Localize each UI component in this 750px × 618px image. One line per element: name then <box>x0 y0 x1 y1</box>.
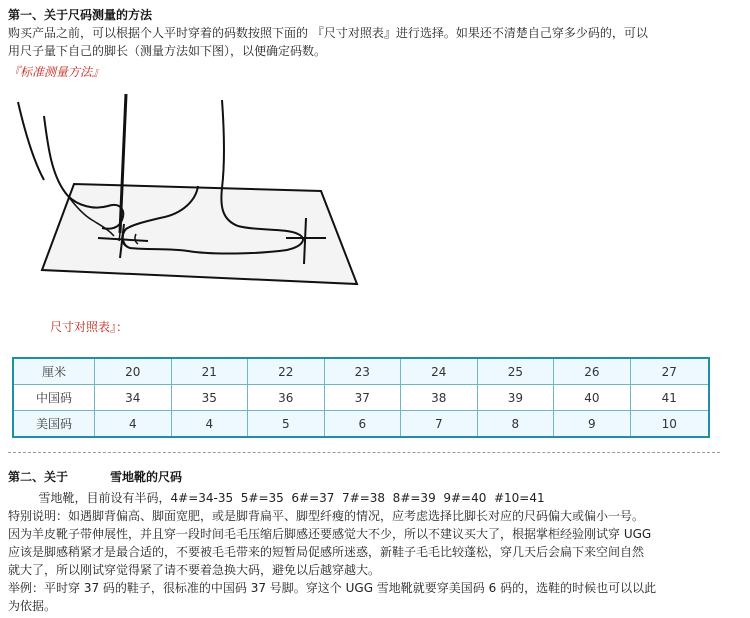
cell: 41 <box>630 385 709 411</box>
row-header-us-size: 美国码 <box>13 411 95 438</box>
section2-title-suffix: 雪地靴的尺码 <box>110 470 183 484</box>
cell: 9 <box>554 411 631 438</box>
cell: 39 <box>477 385 554 411</box>
section2-line-1: 雪地靴，目前设有半码，4#=34-35 5#=35 6#=37 7#=38 8#=39 9#=40 #10=41 <box>8 491 545 505</box>
row-header-cm: 厘米 <box>13 358 95 385</box>
section2-line-5: 就大了，所以刚试穿觉得紧了请不要着急换大码，避免以后越穿越大。 <box>8 563 381 577</box>
cell: 8 <box>477 411 554 438</box>
section2-line-2: 特别说明：如遇脚背偏高、脚面宽肥，或是脚背扁平、脚型纤瘦的情况，应考虑选择比脚长对应的尺码偏大或偏小一号。 <box>8 509 645 523</box>
cell: 36 <box>248 385 325 411</box>
section2-line-6: 举例：平时穿 37 码的鞋子，很标准的中国码 37 号脚。穿这个 UGG 雪地靴就要穿美国码 6 码的，选鞋的时候也可以以此 <box>8 581 657 595</box>
section2-line-3: 因为羊皮靴子带伸展性，并且穿一段时间毛毛压缩后脚感还要感觉大不少，所以不建议买大了，根据掌柜经验刚试穿 UGG <box>8 527 652 541</box>
paper-sheet <box>42 184 357 284</box>
cell: 40 <box>554 385 631 411</box>
section1-line-2: 用尺子量下自己的脚长（测量方法如下图），以便确定码数。 <box>8 44 327 58</box>
cell: 35 <box>171 385 248 411</box>
cell: 4 <box>95 411 172 438</box>
forearm-outline <box>18 102 44 180</box>
method-label: 『标准测量方法』 <box>8 65 105 79</box>
cell: 26 <box>554 358 631 385</box>
section1-title: 第一、关于尺码测量的方法 <box>8 8 153 22</box>
cell: 4 <box>171 411 248 438</box>
cell: 27 <box>630 358 709 385</box>
section-divider <box>8 452 720 453</box>
cell: 6 <box>324 411 401 438</box>
cell: 10 <box>630 411 709 438</box>
cell: 25 <box>477 358 554 385</box>
cell: 24 <box>401 358 478 385</box>
cell: 5 <box>248 411 325 438</box>
size-chart-label: 尺寸对照表』： <box>50 320 129 334</box>
section2-line-7: 为依据。 <box>8 599 57 613</box>
cell: 22 <box>248 358 325 385</box>
table-row-us-size <box>13 411 709 438</box>
size-chart-table <box>12 357 710 438</box>
cell: 38 <box>401 385 478 411</box>
cell: 37 <box>324 385 401 411</box>
section2-line-4: 应该是脚感稍紧才是最合适的，不要被毛毛带来的短暂局促感所迷惑，新鞋子毛毛比较蓬松，穿几天后会扁下来空间自然 <box>8 545 645 559</box>
cell: 7 <box>401 411 478 438</box>
foot-measurement-diagram <box>8 88 368 310</box>
cell: 34 <box>95 385 172 411</box>
section2-title <box>8 468 182 485</box>
row-header-china-size: 中国码 <box>13 385 95 411</box>
cell: 21 <box>171 358 248 385</box>
section2-title-prefix: 第二、关于 <box>8 470 69 484</box>
section1-line-1: 购买产品之前，可以根据个人平时穿着的码数按照下面的 『尺寸对照表』进行选择。如果还不清楚自己穿多少码的，可以 <box>8 26 648 40</box>
table-row-cm <box>13 358 709 385</box>
table-row-china-size <box>13 385 709 411</box>
cell: 20 <box>95 358 172 385</box>
cell: 23 <box>324 358 401 385</box>
